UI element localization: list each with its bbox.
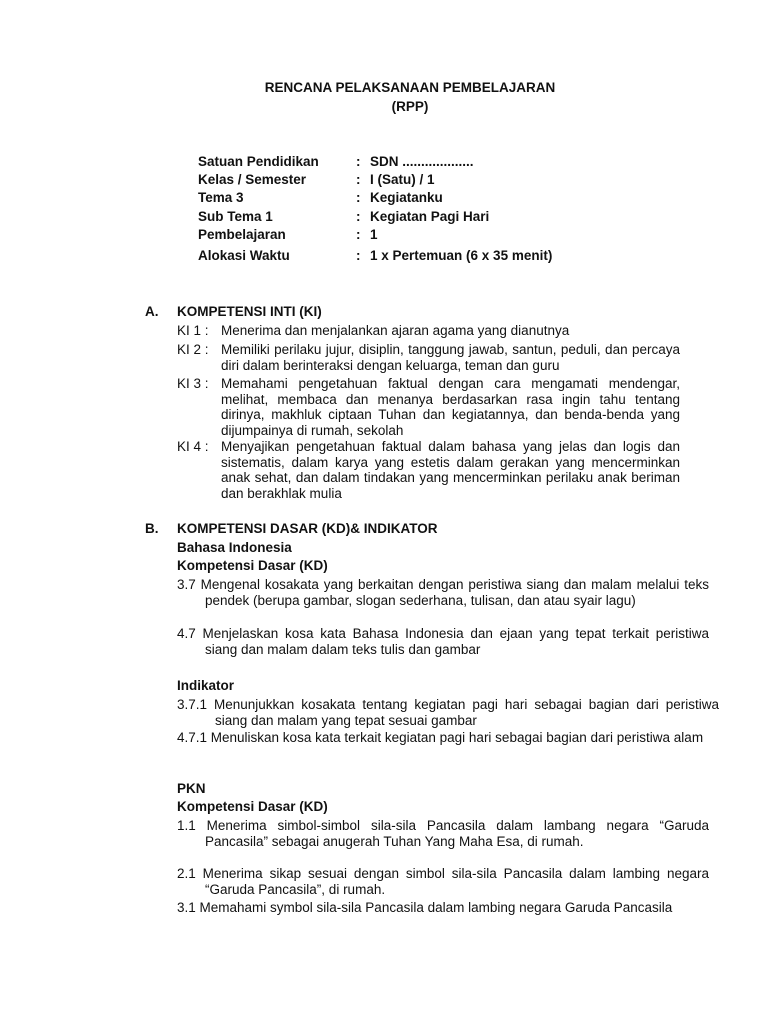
ki-text: Memahami pengetahuan faktual dengan cara mengamati mendengar, melihat, membaca dan menanya berdasarkan rasa ingin tahu tentang dirinya, makhluk ciptaan Tuhan dan kegiatannya, dan benda-benda yang dijumpainya di rumah, sekolah: [221, 376, 680, 438]
identity-colon: :: [356, 190, 361, 205]
identity-value: Kegiatanku: [370, 190, 443, 205]
identity-colon: :: [356, 209, 361, 224]
identity-colon: :: [356, 248, 361, 263]
ki-label: KI 4 :: [177, 439, 209, 454]
ki-label: KI 3 :: [177, 376, 209, 391]
indikator-heading: Indikator: [177, 678, 235, 693]
kd-item: 2.1 Menerima sikap sesuai dengan simbol sila-sila Pancasila dalam lambing negara “Garuda Pancasila”, di rumah.: [177, 866, 709, 897]
identity-value: Kegiatan Pagi Hari: [370, 209, 490, 224]
identity-label: Kelas / Semester: [198, 172, 307, 187]
identity-label: Sub Tema 1: [198, 209, 273, 224]
identity-value: 1: [370, 227, 378, 242]
kd-item: 4.7 Menjelaskan kosa kata Bahasa Indonesia dan ejaan yang tepat terkait peristiwa siang dan malam dalam teks tulis dan gambar: [177, 626, 709, 657]
section-letter: A.: [145, 304, 159, 319]
ki-text: Menerima dan menjalankan ajaran agama yang dianutnya: [221, 323, 570, 338]
ki-item: [177, 439, 680, 501]
subject-heading: PKN: [177, 781, 206, 796]
kd-item: 1.1 Menerima simbol-simbol sila-sila Pancasila dalam lambang negara “Garuda Pancasila” sebagai anugerah Tuhan Yang Maha Esa, di rumah.: [177, 818, 709, 849]
identity-label: Alokasi Waktu: [198, 248, 290, 263]
ki-item: [177, 323, 680, 339]
identity-label: Tema 3: [198, 190, 244, 205]
document-title: RENCANA PELAKSANAAN PEMBELAJARAN: [264, 80, 556, 95]
kd-heading: Kompetensi Dasar (KD): [177, 799, 328, 814]
identity-value: 1 x Pertemuan (6 x 35 menit): [370, 248, 553, 263]
ki-item: [177, 342, 680, 373]
section-title: KOMPETENSI INTI (KI): [177, 304, 322, 319]
section-title: KOMPETENSI DASAR (KD)& INDIKATOR: [177, 521, 438, 536]
ki-label: KI 1 :: [177, 323, 209, 338]
identity-colon: :: [356, 227, 361, 242]
kd-item: 3.7 Mengenal kosakata yang berkaitan dengan peristiwa siang dan malam melalui teks pendek (berupa gambar, slogan sederhana, tulisan, dan atau syair lagu): [177, 577, 709, 608]
subject-heading: Bahasa Indonesia: [177, 540, 292, 555]
kd-item: 3.1 Memahami symbol sila-sila Pancasila dalam lambing negara Garuda Pancasila: [177, 900, 673, 915]
identity-value: SDN ...................: [370, 154, 474, 169]
indikator-item: 3.7.1 Menunjukkan kosakata tentang kegiatan pagi hari sebagai bagian dari peristiwa siang dan malam yang tepat sesuai gambar: [177, 697, 719, 728]
indikator-item: 4.7.1 Menuliskan kosa kata terkait kegiatan pagi hari sebagai bagian dari peristiwa alam: [177, 730, 704, 745]
ki-item: [177, 376, 680, 438]
identity-label: Pembelajaran: [198, 227, 286, 242]
ki-text: Menyajikan pengetahuan faktual dalam bahasa yang jelas dan logis dan sistematis, dalam karya yang estetis dalam gerakan yang mencerminkan anak sehat, dan dalam tindakan yang mencerminkan perilaku anak beriman dan berakhlak mulia: [221, 439, 680, 501]
ki-text: Memiliki perilaku jujur, disiplin, tanggung jawab, santun, peduli, dan percaya diri dalam berinteraksi dengan keluarga, teman dan guru: [221, 342, 680, 373]
kd-heading: Kompetensi Dasar (KD): [177, 558, 328, 573]
identity-value: I (Satu) / 1: [370, 172, 435, 187]
identity-colon: :: [356, 172, 361, 187]
identity-label: Satuan Pendidikan: [198, 154, 319, 169]
ki-label: KI 2 :: [177, 342, 209, 357]
document-subtitle: (RPP): [391, 99, 429, 114]
identity-colon: :: [356, 154, 361, 169]
section-letter: B.: [145, 521, 159, 536]
